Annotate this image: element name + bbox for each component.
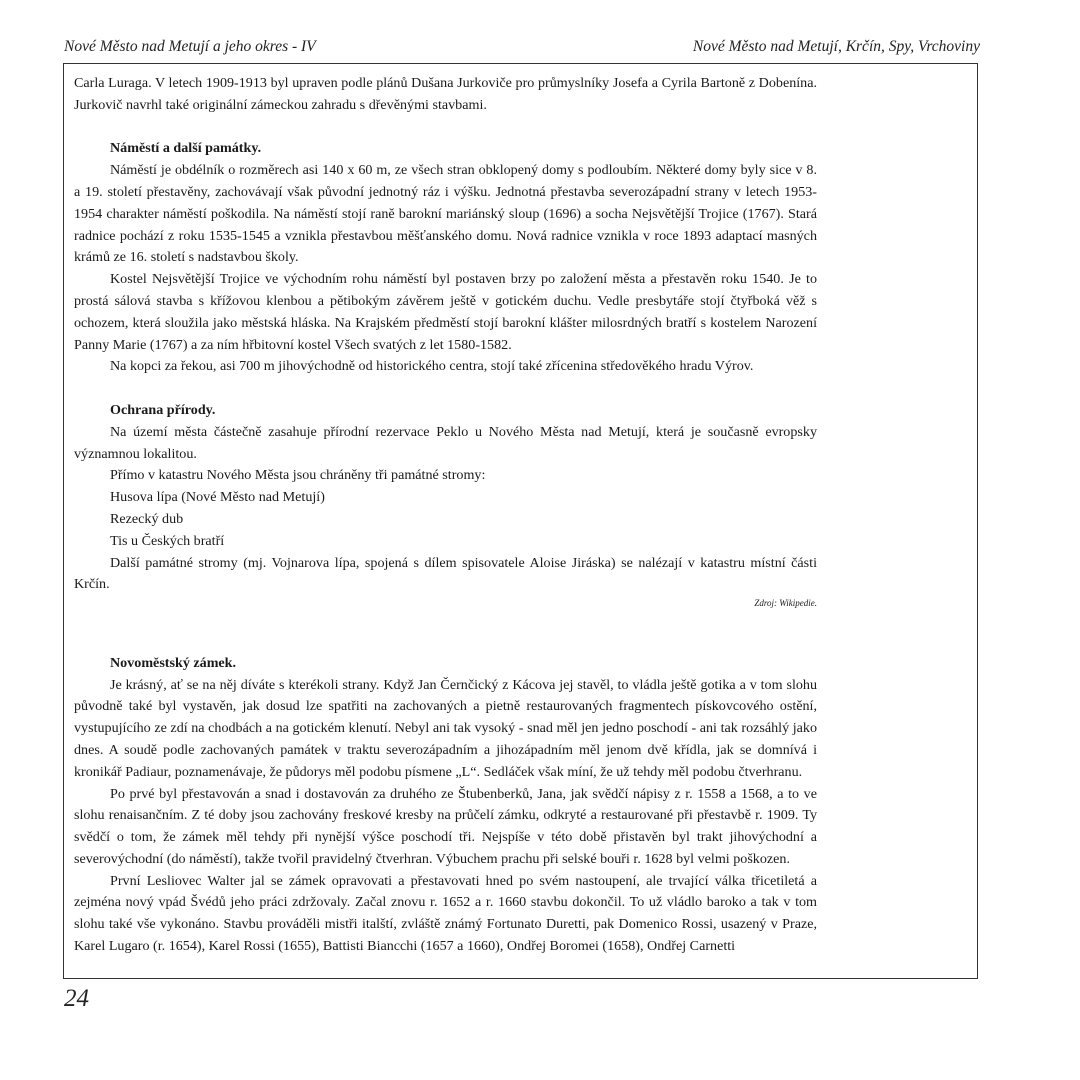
paragraph: Je krásný, ať se na něj díváte s kterékoli strany. Když Jan Černčický z Kácova jej stavěl, to vládla ještě gotika a v tom slohu původně také byl vystavěn, jak dosud lze spatřiti na zachovaných a pietně restaurovaných fragmentech pískovcového ostění, vystupujícího ze zdí na chodbách a na gotickém klenutí. Nebyl ani tak vysoký - snad měl jen jedno poschodí - ani tak rozsáhlý jako dnes. A soudě podle zachovaných památek v traktu severozápadním a jihozápadním měl jenom dvě křídla, jak se domnívá i kronikář Padiaur, poznamenávaje, že půdorys měl podobu písmene „L“. Sedláček však míní, že už tehdy měl podobu čtverhranu. — [74, 676, 817, 780]
intro-paragraph: Carla Luraga. V letech 1909-1913 byl upraven podle plánů Dušana Jurkoviče pro průmyslníky Josefa a Cyrila Bartoně z Dobenína. Jurkovič navrhl také originální zámeckou zahradu s dřevěnými stavbami. — [74, 75, 817, 113]
paragraph: Kostel Nejsvětější Trojice ve východním rohu náměstí byl postaven brzy po založení města a přestavěn roku 1540. Je to prostá sálová stavba s křížovou klenbou a pětibokým závěrem ještě v gotickém duchu. Vedle presbytáře stojí čtyřboká věž s ochozem, která sloužila jako městská hláska. Na Krajském předměstí stojí barokní klášter milosrdných bratří s kostelem Narození Panny Marie (1767) a za ním hřbitovní kostel Všech svatých z let 1580-1582. — [74, 271, 817, 353]
header-chapter-title: Nové Město nad Metují, Krčín, Spy, Vrchoviny — [692, 38, 980, 55]
paragraph: Náměstí je obdélník o rozměrech asi 140 x 60 m, ze všech stran obklopený domy s podloubím. Některé domy byly sice v 8. a 19. století přestavěny, zachovávají však původní jednotný ráz i výšku. Jednotná přestavba severozápadní strany v letech 1953-1954 charakter náměstí poškodila. Na náměstí stojí raně barokní mariánský sloup (1696) a socha Nejsvětější Trojice (1767). Stará radnice pochází z roku 1535-1545 a vznikla přestavbou měšťanského domu. Nová radnice vznikla v roce 1893 adaptací masných krámů ze 16. století s nadstavbou školy. — [74, 162, 817, 266]
section-spacer — [74, 631, 817, 653]
paragraph: Přímo v katastru Nového Města jsou chráněny tři památné stromy: — [110, 467, 486, 484]
source-note: Zdroj: Wikipedie. — [754, 598, 817, 609]
section-heading-squares: Náměstí a další památky. — [110, 140, 262, 157]
page-number: 24 — [64, 985, 89, 1012]
section-heading-nature: Ochrana přírody. — [110, 401, 216, 418]
section-spacer — [74, 378, 817, 400]
text-frame — [63, 63, 978, 979]
header-book-title: Nové Město nad Metují a jeho okres - IV — [64, 38, 316, 55]
tree-list-item: Husova lípa (Nové Město nad Metují) — [110, 489, 325, 506]
paragraph: Na kopci za řekou, asi 700 m jihovýchodně od historického centra, stojí také zřícenina středověkého hradu Výrov. — [110, 358, 754, 375]
section-spacer — [74, 117, 817, 139]
tree-list-item: Tis u Českých bratří — [110, 532, 225, 549]
tree-list-item: Rezecký dub — [110, 510, 184, 527]
section-heading-castle: Novoměstský zámek. — [110, 654, 237, 671]
paragraph: Další památné stromy (mj. Vojnarova lípa, spojená s dílem spisovatele Aloise Jiráska) se nalézají v katastru místní části Krčín. — [74, 554, 817, 593]
section-spacer — [74, 609, 817, 631]
paragraph: Na území města částečně zasahuje přírodní rezervace Peklo u Nového Města nad Metují, která je současně evropsky významnou lokalitou. — [74, 423, 817, 462]
paragraph: Po prvé byl přestavován a snad i dostavován za druhého ze Štubenberků, Jana, jak svědčí nápisy z r. 1558 a 1568, a to ve slohu renaisančním. Z té doby jsou zachovány freskové kresby na průčelí zámku, odkryté a restaurované při přestavbě r. 1909. Ty svědčí o tom, že zámek měl tehdy při nynější výšce poschodí tři. Nejspíše v této době přistavěn byl trakt jihovýchodní a severovýchodní (do náměstí), takže tvořil pravidelný čtverhran. Výbuchem prachu při selské bouři r. 1628 byl velmi poškozen. — [74, 785, 817, 867]
paragraph: První Lesliovec Walter jal se zámek opravovati a přestavovati hned po svém nastoupení, ale trvající válka třicetiletá a zejména nový vpád Švédů jeho práci zdržovaly. Začal znovu r. 1652 a r. 1660 stavbu dokončil. To už vládlo baroko a tak v tom slohu také vše vykonáno. Stavbu prováděli mistři italští, zvláště známý Fortunato Duretti, pak Domenico Rossi, usazený v Praze, Karel Lugaro (r. 1654), Karel Rossi (1655), Battisti Biancchi (1657 a 1660), Ondřej Boromei (1658), Ondřej Carnetti — [74, 872, 817, 955]
